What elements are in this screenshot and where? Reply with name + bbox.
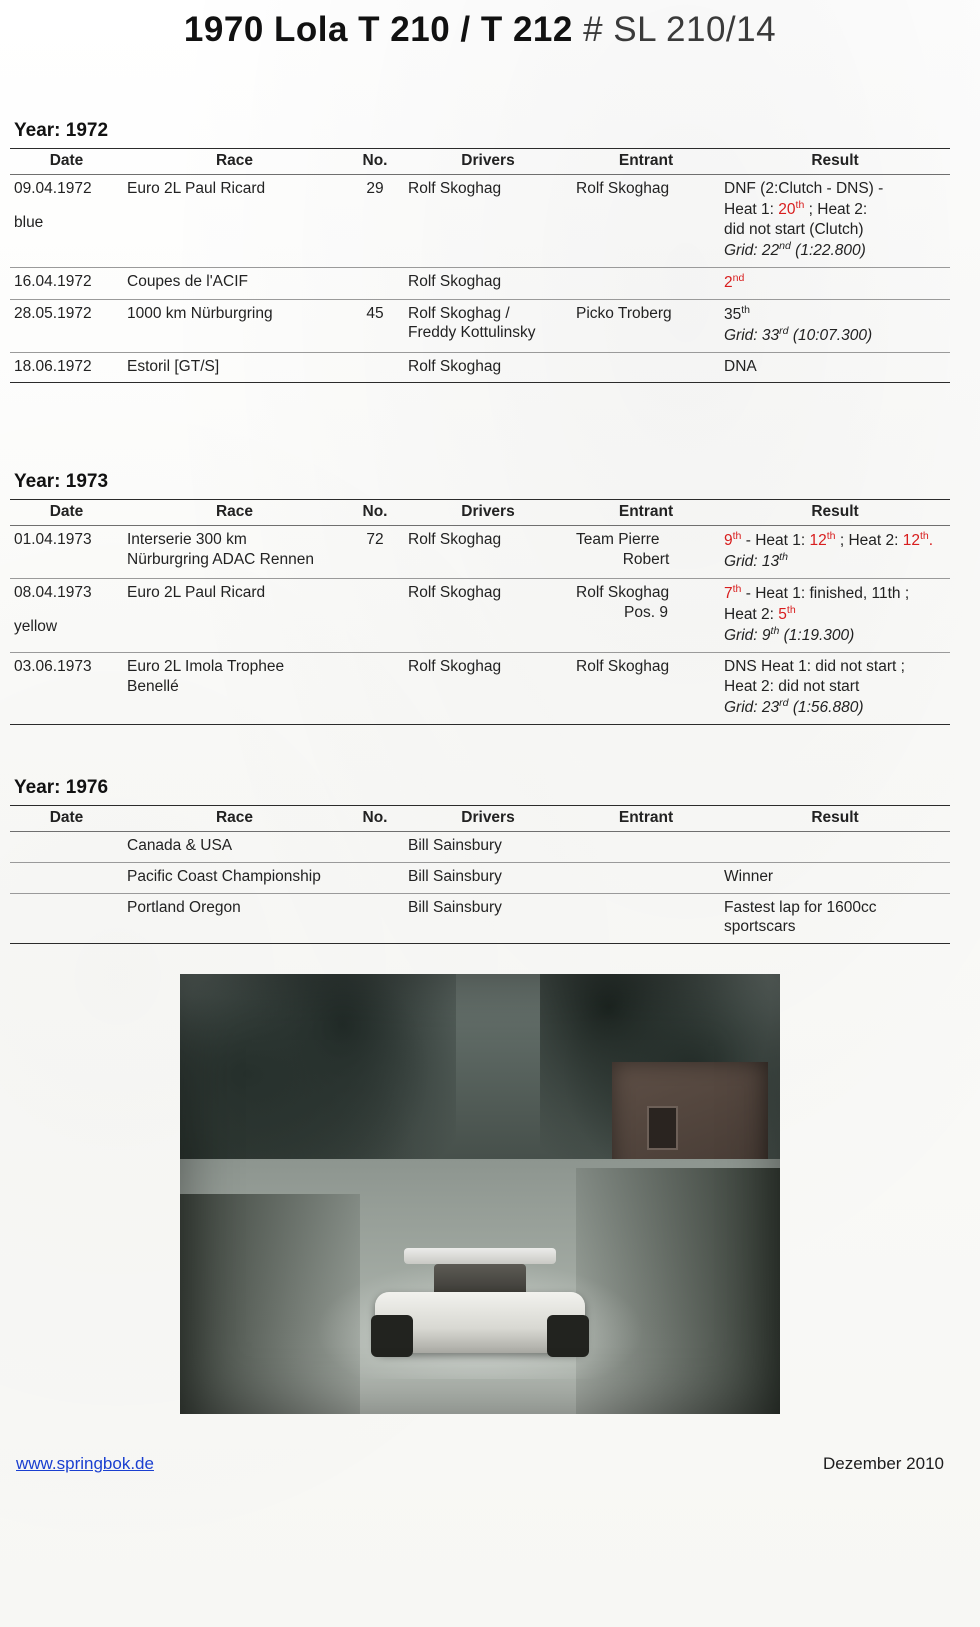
result-position-suffix: th <box>741 303 751 316</box>
cell-date: 18.06.1972 <box>10 352 123 383</box>
cell-race <box>123 526 346 579</box>
section-1972 <box>10 120 950 383</box>
cell-result <box>720 831 950 862</box>
result-line <box>724 199 946 220</box>
race-name-2: Benellé <box>127 678 179 696</box>
result-line <box>724 220 946 240</box>
result-heat1-suffix: th <box>826 530 836 543</box>
colour-note: yellow <box>14 618 58 636</box>
result-text: . <box>928 532 934 550</box>
entrant-name: Rolf Skoghag <box>576 180 670 197</box>
cell-result <box>720 893 950 944</box>
page-title-chassis: # SL 210/14 <box>583 10 777 49</box>
entrant-position: Pos. 9 <box>624 604 668 622</box>
table-header-row <box>10 500 950 526</box>
result-text: Heat 2: <box>724 606 779 624</box>
grid-time: (1:22.800) <box>790 241 866 259</box>
grid-label: Grid: 13 <box>724 553 780 571</box>
cell-date: 28.05.1972 <box>10 299 123 352</box>
table-row <box>10 862 950 893</box>
cell-drivers: Bill Sainsbury <box>404 831 572 862</box>
page-footer <box>10 1454 950 1488</box>
cell-race: Pacific Coast Championship <box>123 862 346 893</box>
entrant-name: Rolf Skoghag <box>576 584 670 602</box>
cell-drivers: Rolf Skoghag <box>404 579 572 653</box>
cell-race: Estoril [GT/S] <box>123 352 346 383</box>
colour-note: blue <box>14 213 44 231</box>
grid-suffix: rd <box>779 696 789 709</box>
grid-suffix: th <box>770 625 780 638</box>
cell-result <box>720 579 950 653</box>
cell-drivers: Rolf Skoghag <box>404 526 572 579</box>
cell-date: 16.04.1972 <box>10 267 123 299</box>
table-row <box>10 352 950 383</box>
col-race: Race <box>123 805 346 831</box>
cell-no <box>346 653 404 725</box>
table-body <box>10 831 950 943</box>
section-1973 <box>10 471 950 725</box>
table-row <box>10 267 950 299</box>
cell-entrant <box>572 862 720 893</box>
cell-race: Coupes de l'ACIF <box>123 267 346 299</box>
col-date: Date <box>10 805 123 831</box>
result-heat2-suffix: th <box>786 604 796 617</box>
col-drivers: Drivers <box>404 805 572 831</box>
cell-no: 29 <box>346 175 404 268</box>
year-heading-1976: Year: 1976 <box>14 776 109 798</box>
grid-suffix: th <box>779 551 788 564</box>
cell-drivers <box>404 299 572 352</box>
table-row <box>10 831 950 862</box>
cell-date <box>10 893 123 944</box>
result-text: ; Heat 2: <box>804 200 868 218</box>
col-result: Result <box>720 805 950 831</box>
result-text: - Heat 1: finished, 11th ; <box>741 585 910 603</box>
table-header-row <box>10 149 950 175</box>
col-race: Race <box>123 149 346 175</box>
cell-drivers <box>404 175 572 268</box>
col-date: Date <box>10 500 123 526</box>
race-name: Euro 2L Paul Ricard <box>127 180 266 197</box>
race-table-1972 <box>10 148 950 383</box>
cell-no: 72 <box>346 526 404 579</box>
driver-name: Freddy Kottulinsky <box>408 324 536 342</box>
result-position: 7 <box>724 585 733 603</box>
cell-date: 01.04.1973 <box>10 526 123 579</box>
race-name-2: Nürburgring ADAC Rennen <box>127 551 314 569</box>
col-drivers: Drivers <box>404 500 572 526</box>
cell-race: Portland Oregon <box>123 893 346 944</box>
cell-result: DNA <box>720 352 950 383</box>
page-title <box>10 0 950 50</box>
cell-drivers: Bill Sainsbury <box>404 893 572 944</box>
table-body <box>10 175 950 383</box>
grid-time: (10:07.300) <box>788 326 873 344</box>
cell-date <box>10 175 123 268</box>
grid-suffix: nd <box>779 239 791 252</box>
result-line: sportscars <box>724 918 796 936</box>
col-entrant: Entrant <box>572 500 720 526</box>
table-body <box>10 526 950 725</box>
cell-drivers: Rolf Skoghag <box>404 267 572 299</box>
col-entrant: Entrant <box>572 805 720 831</box>
result-heat2-suffix: th <box>919 530 929 543</box>
result-line <box>724 583 946 604</box>
cell-no <box>346 267 404 299</box>
table-row <box>10 175 950 268</box>
result-position-suffix: th <box>795 198 805 211</box>
result-heat2: 12 <box>902 532 920 550</box>
cell-result <box>720 299 950 352</box>
race-date: 09.04.1972 <box>14 180 92 197</box>
cell-entrant <box>572 352 720 383</box>
grid-suffix: rd <box>779 324 789 337</box>
cell-no: 45 <box>346 299 404 352</box>
cell-entrant <box>572 831 720 862</box>
result-position: 9 <box>724 532 733 550</box>
col-no: No. <box>346 149 404 175</box>
cell-date <box>10 579 123 653</box>
cell-result: Winner <box>720 862 950 893</box>
result-position: 2 <box>724 273 733 291</box>
table-row <box>10 579 950 653</box>
publication-date: Dezember 2010 <box>823 1454 944 1474</box>
cell-entrant <box>572 579 720 653</box>
cell-result <box>720 175 950 268</box>
page-title-model: 1970 Lola T 210 / T 212 <box>183 10 573 49</box>
entrant-name-2: Robert <box>622 551 670 569</box>
race-date: 08.04.1973 <box>14 584 92 602</box>
year-heading-1972: Year: 1972 <box>14 120 109 141</box>
cell-entrant <box>572 175 720 268</box>
cell-drivers: Rolf Skoghag <box>404 352 572 383</box>
result-position-suffix: th <box>732 583 742 596</box>
cell-no <box>346 893 404 944</box>
cell-date: 03.06.1973 <box>10 653 123 725</box>
col-no: No. <box>346 500 404 526</box>
table-header-row <box>10 805 950 831</box>
result-text: DNF (2:Clutch - DNS) - <box>724 180 884 197</box>
cell-result <box>720 653 950 725</box>
cell-entrant <box>572 893 720 944</box>
grid-label: Grid: 9 <box>724 627 771 645</box>
col-entrant: Entrant <box>572 149 720 175</box>
cell-drivers: Bill Sainsbury <box>404 862 572 893</box>
grid-label: Grid: 22 <box>724 241 780 259</box>
result-line: DNS Heat 1: did not start ; <box>724 658 905 676</box>
col-result: Result <box>720 149 950 175</box>
photo-vignette <box>180 974 780 1414</box>
table-row <box>10 299 950 352</box>
result-line <box>724 530 946 551</box>
section-1976 <box>10 777 950 944</box>
col-result: Result <box>720 500 950 526</box>
cell-no <box>346 831 404 862</box>
race-name: Euro 2L Imola Trophee <box>127 658 285 676</box>
result-line: Fastest lap for 1600cc <box>724 898 877 916</box>
table-row <box>10 653 950 725</box>
cell-drivers: Rolf Skoghag <box>404 653 572 725</box>
result-line <box>724 304 946 325</box>
col-race: Race <box>123 500 346 526</box>
cell-result <box>720 526 950 579</box>
cell-entrant: Rolf Skoghag <box>572 653 720 725</box>
result-position-suffix: nd <box>732 271 745 284</box>
cell-no <box>346 352 404 383</box>
col-date: Date <box>10 149 123 175</box>
result-line: Heat 2: did not start <box>724 678 860 696</box>
table-row <box>10 526 950 579</box>
grid-label: Grid: 23 <box>724 699 780 717</box>
cell-date <box>10 831 123 862</box>
result-line <box>724 604 946 625</box>
race-table-1973 <box>10 499 950 725</box>
driver-name: Rolf Skoghag / <box>408 304 510 322</box>
result-text: Heat 1: <box>724 200 779 218</box>
cell-race: 1000 km Nürburgring <box>123 299 346 352</box>
result-heat1: 12 <box>809 532 827 550</box>
cell-no <box>346 579 404 653</box>
table-header <box>10 500 950 526</box>
result-line <box>724 179 946 199</box>
cell-race: Euro 2L Paul Ricard <box>123 579 346 653</box>
year-heading-1973: Year: 1973 <box>14 471 109 493</box>
cell-race: Canada & USA <box>123 831 346 862</box>
result-heat2: 5 <box>778 606 787 624</box>
grid-time: (1:56.880) <box>788 699 864 717</box>
result-text: ; Heat 2: <box>835 532 903 550</box>
table-row <box>10 893 950 944</box>
race-table-1976 <box>10 805 950 944</box>
grid-time: (1:19.300) <box>779 627 855 645</box>
cell-race <box>123 653 346 725</box>
result-position-suffix: th <box>732 530 742 543</box>
cell-no <box>346 862 404 893</box>
result-grid <box>724 325 946 346</box>
result-position: 35 <box>724 305 742 323</box>
race-car-photo <box>180 974 780 1414</box>
driver-name: Rolf Skoghag <box>408 180 502 197</box>
cell-entrant: Picko Troberg <box>572 299 720 352</box>
cell-result <box>720 267 950 299</box>
cell-date <box>10 862 123 893</box>
table-header <box>10 149 950 175</box>
table-header <box>10 805 950 831</box>
result-grid <box>724 551 946 572</box>
entrant-name: Team Pierre <box>576 531 660 549</box>
website-link[interactable]: www.springbok.de <box>16 1454 154 1474</box>
col-no: No. <box>346 805 404 831</box>
result-grid <box>724 240 946 261</box>
result-grid <box>724 625 946 646</box>
result-position: 20 <box>778 200 796 218</box>
cell-race <box>123 175 346 268</box>
photo-section <box>10 974 950 1414</box>
race-name: Interserie 300 km <box>127 531 247 549</box>
result-grid <box>724 697 946 718</box>
cell-entrant <box>572 526 720 579</box>
result-text: - Heat 1: <box>741 532 810 550</box>
result-text: did not start (Clutch) <box>724 220 864 238</box>
cell-entrant <box>572 267 720 299</box>
grid-label: Grid: 33 <box>724 326 780 344</box>
col-drivers: Drivers <box>404 149 572 175</box>
